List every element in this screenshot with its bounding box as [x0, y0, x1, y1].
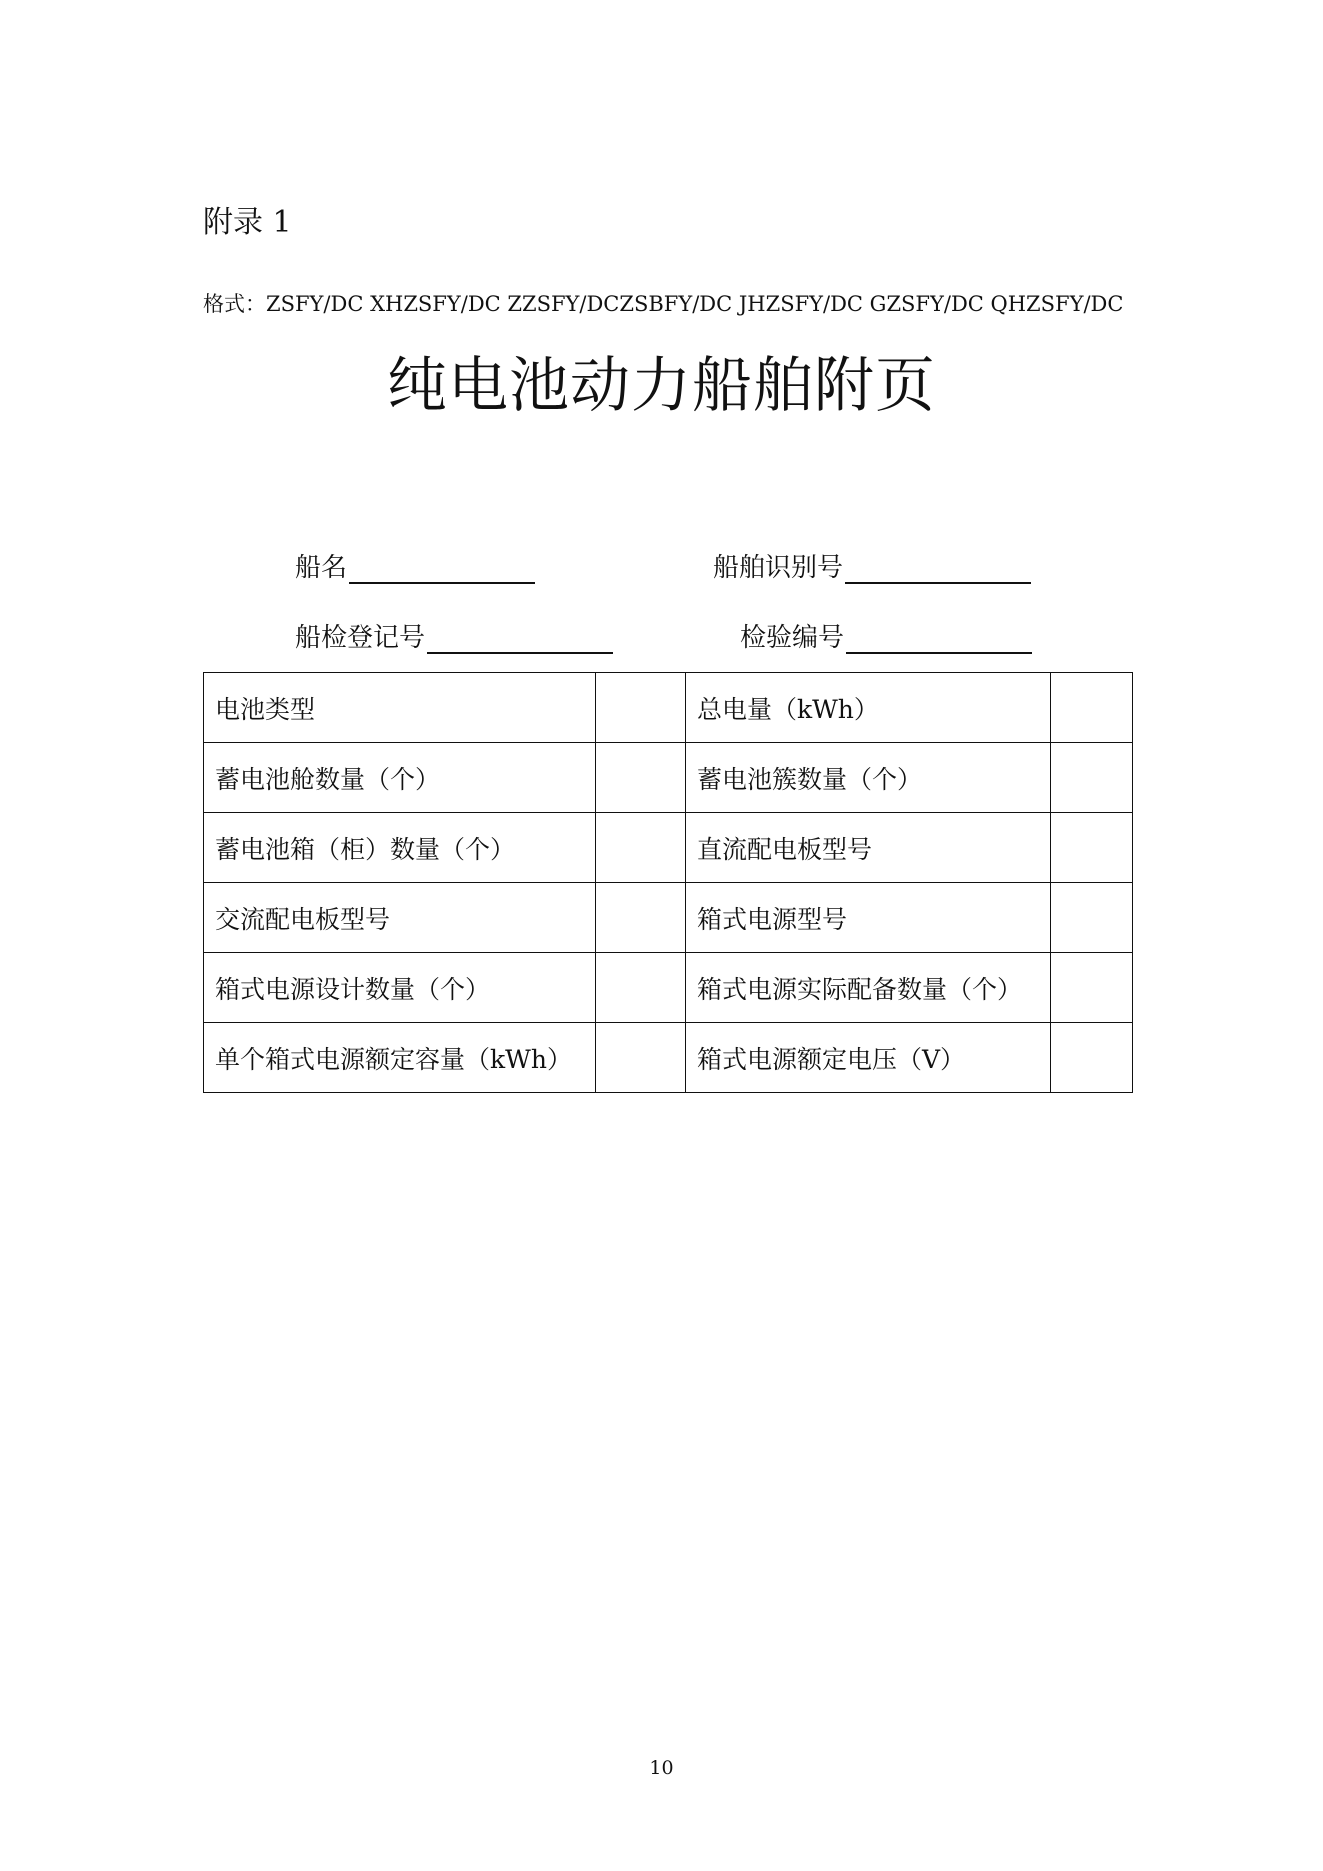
right-value-cell[interactable] [1051, 673, 1133, 743]
left-value-cell[interactable] [595, 743, 685, 813]
right-value-cell[interactable] [1051, 1023, 1133, 1093]
survey-reg-field [295, 617, 613, 654]
ship-id-label: 船舶识别号 [713, 553, 844, 583]
left-label-cell: 蓄电池箱（柜）数量（个） [204, 813, 596, 883]
table-row [204, 883, 1133, 953]
page-title: 纯电池动力船舶附页 [387, 351, 936, 421]
ship-name-label: 船名 [295, 553, 348, 583]
page-number: 10 [649, 1757, 674, 1779]
left-value-cell[interactable] [595, 883, 685, 953]
ship-id-field [713, 547, 1031, 584]
right-label-cell: 总电量（kWh） [685, 673, 1050, 743]
table-row [204, 813, 1133, 883]
left-label-cell: 单个箱式电源额定容量（kWh） [204, 1023, 596, 1093]
ship-id-blank[interactable] [845, 556, 1031, 584]
left-label-cell: 交流配电板型号 [204, 883, 596, 953]
left-label-cell: 电池类型 [204, 673, 596, 743]
right-value-cell[interactable] [1051, 813, 1133, 883]
left-value-cell[interactable] [595, 953, 685, 1023]
left-value-cell[interactable] [595, 1023, 685, 1093]
right-label-cell: 箱式电源型号 [685, 883, 1050, 953]
left-value-cell[interactable] [595, 673, 685, 743]
right-value-cell[interactable] [1051, 883, 1133, 953]
ship-name-field [295, 547, 535, 584]
survey-reg-label: 船检登记号 [295, 623, 426, 653]
battery-info-table [203, 672, 1133, 1093]
inspection-no-blank[interactable] [846, 626, 1032, 654]
table-row [204, 953, 1133, 1023]
right-label-cell: 箱式电源额定电压（V） [685, 1023, 1050, 1093]
right-value-cell[interactable] [1051, 743, 1133, 813]
table-row [204, 1023, 1133, 1093]
left-label-cell: 蓄电池舱数量（个） [204, 743, 596, 813]
right-value-cell[interactable] [1051, 953, 1133, 1023]
right-label-cell: 箱式电源实际配备数量（个） [685, 953, 1050, 1023]
table-row [204, 743, 1133, 813]
right-label-cell: 蓄电池簇数量（个） [685, 743, 1050, 813]
inspection-no-label: 检验编号 [740, 623, 845, 653]
format-codes: 格式：ZSFY/DC XHZSFY/DC ZZSFY/DCZSBFY/DC JHZSFY/DC GZSFY/DC QHZSFY/DC [203, 292, 1124, 316]
appendix-label: 附录 1 [203, 205, 292, 240]
survey-reg-blank[interactable] [427, 626, 613, 654]
right-label-cell: 直流配电板型号 [685, 813, 1050, 883]
left-label-cell: 箱式电源设计数量（个） [204, 953, 596, 1023]
table-row [204, 673, 1133, 743]
left-value-cell[interactable] [595, 813, 685, 883]
inspection-no-field [740, 617, 1032, 654]
ship-name-blank[interactable] [349, 556, 535, 584]
